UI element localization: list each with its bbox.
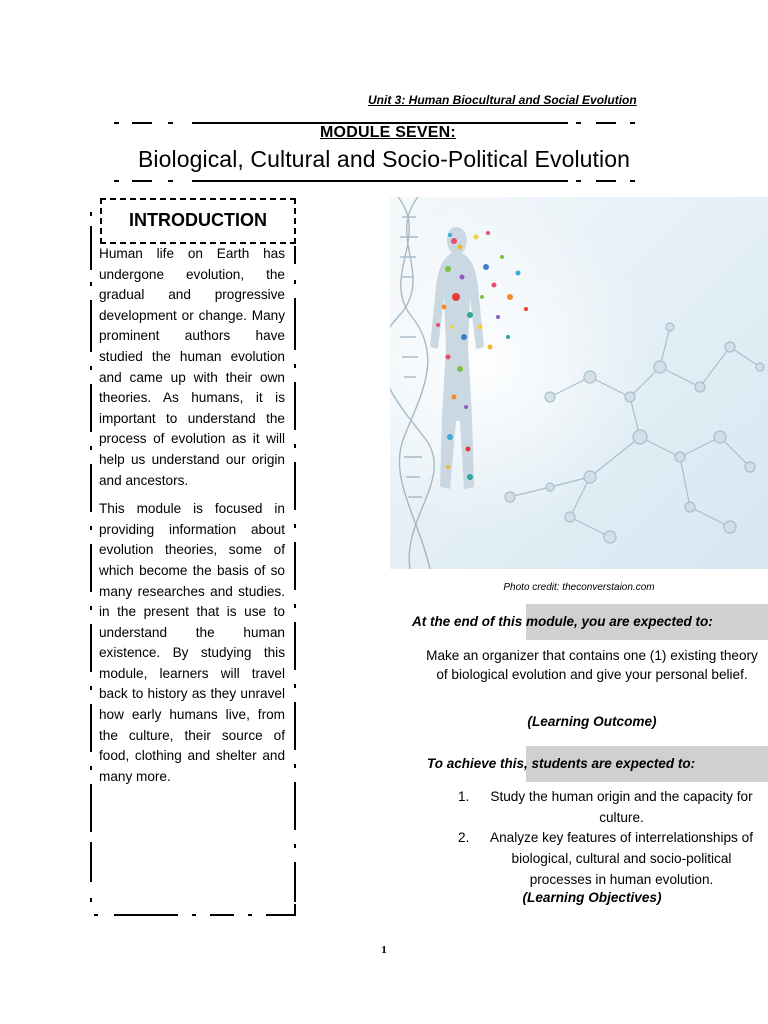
outcome-label: (Learning Outcome)	[527, 714, 657, 729]
objectives-banner-text: To achieve this, students are expected to:	[427, 756, 696, 771]
introduction-heading: INTRODUCTION	[100, 198, 296, 244]
evolution-photo	[390, 197, 768, 569]
introduction-paragraph: This module is focused in providing information about evolution theories, some of which become the basis of so many researches and studies. in the present that is use to understand the human existence. By studying this module, learners will travel back to history as they unravel how early humans live, from the culture, their source of food, clothing and shelter and many more.	[99, 501, 285, 784]
introduction-paragraph: Human life on Earth has undergone evolution, the gradual and progressive development or change. Many prominent authors have studied the human evolution and came up with their own theories. As humans, it is important to understand the process of evolution as it will help us understand our origin and ancestors.	[99, 246, 285, 488]
objectives-banner	[427, 746, 768, 782]
list-text: Study the human origin and the capacity for culture.	[490, 789, 753, 825]
introduction-body	[99, 244, 285, 795]
module-label: MODULE SEVEN:	[320, 124, 456, 141]
list-item	[452, 787, 768, 828]
module-title: Biological, Cultural and Socio-Political Evolution	[137, 146, 631, 172]
objectives-label: (Learning Objectives)	[522, 890, 662, 905]
outcome-banner	[412, 604, 768, 640]
unit-header: Unit 3: Human Biocultural and Social Evolution	[368, 93, 637, 107]
list-number: 1.	[458, 789, 470, 804]
outcome-text: Make an organizer that contains one (1) existing theory of biological evolution and give your personal belief.	[426, 648, 758, 682]
page-number: 1	[381, 944, 387, 956]
list-number: 2.	[458, 830, 470, 846]
objectives-list	[452, 787, 768, 891]
list-item	[452, 828, 768, 890]
outcome-banner-text: At the end of this module, you are expected to:	[412, 614, 713, 629]
human-dna-illustration	[390, 197, 768, 569]
list-text: Analyze key features of interrelationships of biological, cultural and socio-political processes in human evolution.	[490, 830, 753, 887]
photo-credit: Photo credit: theconverstaion.com	[503, 582, 655, 593]
